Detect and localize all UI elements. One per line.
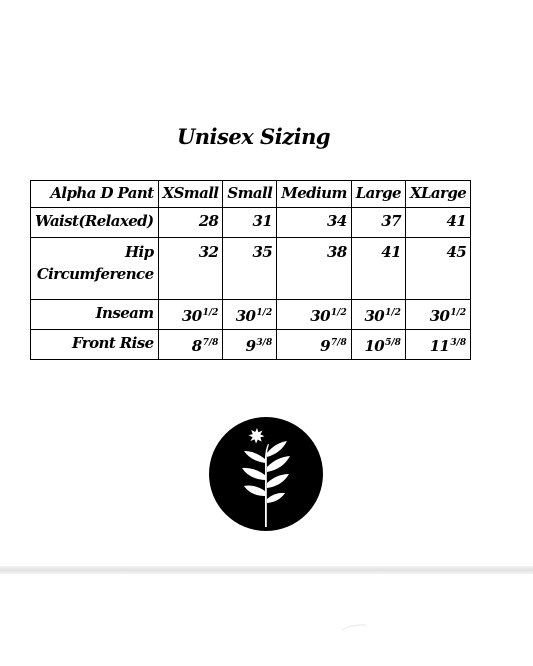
- cell-whole: 9: [320, 337, 330, 355]
- cell-whole: 41: [381, 243, 401, 261]
- table-cell: [158, 208, 223, 238]
- cell-whole: 34: [327, 212, 347, 230]
- table-cell: [223, 300, 277, 330]
- cell-whole: 37: [381, 212, 401, 230]
- row-label-hip: [31, 238, 159, 300]
- cell-whole: 30: [310, 307, 330, 325]
- table-cell: [405, 330, 470, 360]
- row-label-inseam: Inseam: [31, 300, 159, 330]
- cell-whole: 32: [198, 243, 219, 261]
- corner-label: Alpha D Pant: [31, 181, 159, 208]
- table-cell: [405, 300, 470, 330]
- size-header-xsmall: XSmall: [158, 181, 223, 208]
- cell-whole: 10: [364, 337, 385, 355]
- table-cell: [277, 238, 352, 300]
- cell-whole: 41: [446, 212, 467, 230]
- row-label-hip-line2: Circumference: [36, 265, 154, 283]
- cell-fraction: 1/2: [256, 308, 273, 318]
- size-header-xlarge: XLarge: [405, 181, 470, 208]
- table-cell: [351, 300, 405, 330]
- table-cell: [351, 238, 405, 300]
- cell-whole: 8: [191, 337, 202, 355]
- size-header-large: Large: [351, 181, 405, 208]
- cell-fraction: 1/2: [450, 308, 467, 318]
- table-row-inseam: [31, 300, 471, 330]
- cell-fraction: 7/8: [202, 338, 219, 348]
- size-header-medium: Medium: [277, 181, 352, 208]
- sizing-table: [30, 180, 471, 360]
- cell-fraction: 5/8: [385, 338, 401, 348]
- table-cell: [351, 330, 405, 360]
- size-header-small: Small: [223, 181, 277, 208]
- table-cell: [277, 300, 352, 330]
- cell-fraction: 7/8: [330, 338, 347, 348]
- table-cell: [405, 208, 470, 238]
- cell-fraction: 1/2: [202, 308, 219, 318]
- table-cell: [223, 330, 277, 360]
- cell-whole: 30: [235, 307, 256, 325]
- page-title: Unisex Sizing: [176, 124, 331, 149]
- table-row-front-rise: [31, 330, 471, 360]
- cell-whole: 38: [327, 243, 347, 261]
- row-label-front-rise: Front Rise: [31, 330, 159, 360]
- cell-whole: 30: [429, 307, 450, 325]
- row-label-hip-line1: Hip: [124, 243, 154, 261]
- brand-logo: [209, 417, 323, 531]
- cell-whole: 9: [245, 337, 256, 355]
- table-cell: [158, 300, 223, 330]
- table-cell: [158, 330, 223, 360]
- cell-fraction: 3/8: [256, 338, 273, 348]
- table-cell: [277, 208, 352, 238]
- cell-fraction: 3/8: [450, 338, 467, 348]
- table-cell: [277, 330, 352, 360]
- table-cell: [223, 208, 277, 238]
- table-cell: [405, 238, 470, 300]
- table-row-waist: [31, 208, 471, 238]
- cell-whole: 30: [181, 307, 202, 325]
- cell-whole: 30: [364, 307, 385, 325]
- cell-whole: 31: [252, 212, 273, 230]
- cell-fraction: 1/2: [385, 308, 401, 318]
- page-divider: [0, 566, 533, 574]
- row-label-waist: Waist(Relaxed): [31, 208, 159, 238]
- cell-whole: 35: [252, 243, 273, 261]
- cell-whole: 45: [446, 243, 467, 261]
- cell-whole: 11: [429, 337, 450, 355]
- cell-whole: 28: [198, 212, 219, 230]
- faint-mark: [340, 622, 368, 632]
- table-header-row: [31, 181, 471, 208]
- table-row-hip: [31, 238, 471, 300]
- table-cell: [223, 238, 277, 300]
- table-cell: [351, 208, 405, 238]
- cell-fraction: 1/2: [330, 308, 347, 318]
- table-cell: [158, 238, 223, 300]
